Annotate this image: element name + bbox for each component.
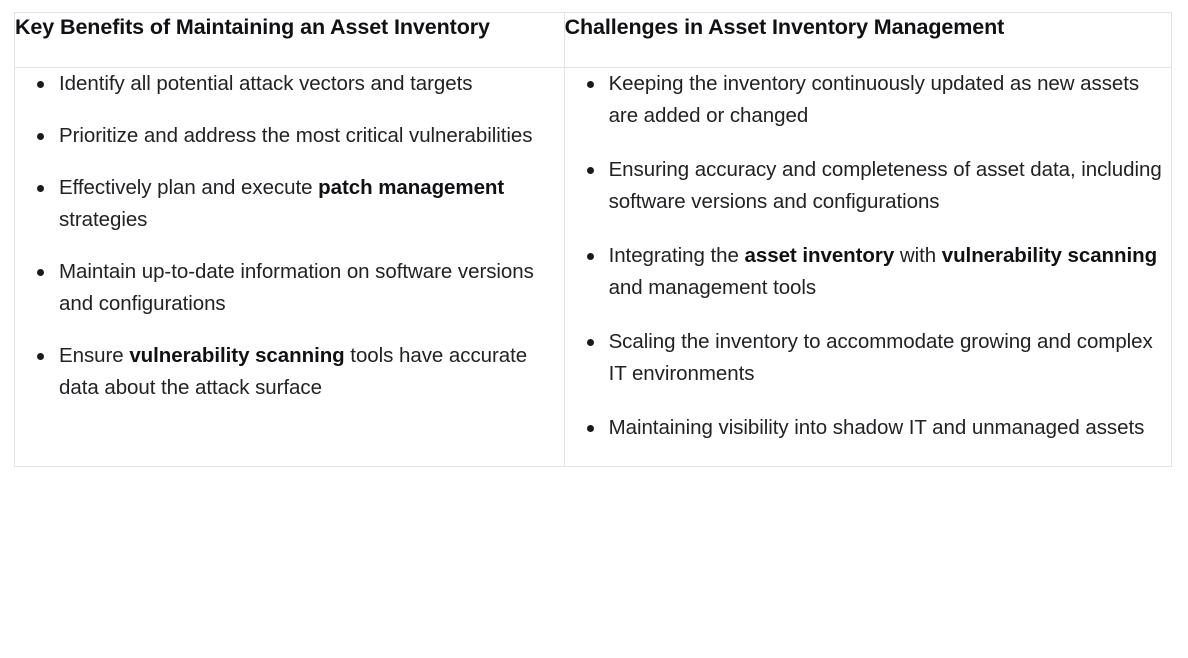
table-header-row-group (15, 13, 1172, 68)
column-header-challenges-label: Challenges in Asset Inventory Management (564, 15, 1005, 39)
comparison-table (14, 12, 1172, 467)
table-header-row (15, 13, 1172, 68)
challenges-bullet-list (565, 68, 1171, 444)
list-item: Scaling the inventory to accommodate growing and complex IT environments (609, 326, 1171, 390)
cell-challenges-list (564, 68, 1171, 467)
list-item: Maintaining visibility into shadow IT and unmanaged assets (609, 412, 1171, 444)
column-header-benefits (15, 13, 565, 68)
comparison-table-container (14, 12, 1172, 467)
table-row (15, 68, 1172, 467)
list-item: Maintain up-to-date information on software versions and configurations (59, 256, 564, 320)
cell-benefits-list (15, 68, 565, 467)
list-item: Identify all potential attack vectors and targets (59, 68, 564, 100)
column-header-challenges (564, 13, 1171, 68)
list-item: Prioritize and address the most critical vulnerabilities (59, 120, 564, 152)
list-item: Ensure vulnerability scanning tools have accurate data about the attack surface (59, 340, 564, 404)
list-item: Ensuring accuracy and completeness of asset data, including software versions and configurations (609, 154, 1171, 218)
list-item: Integrating the asset inventory with vulnerability scanning and management tools (609, 240, 1171, 304)
benefits-bullet-list (15, 68, 564, 404)
table-body (15, 68, 1172, 467)
list-item: Keeping the inventory continuously updated as new assets are added or changed (609, 68, 1171, 132)
column-header-benefits-label: Key Benefits of Maintaining an Asset Inventory (15, 15, 490, 39)
list-item: Effectively plan and execute patch management strategies (59, 172, 564, 236)
